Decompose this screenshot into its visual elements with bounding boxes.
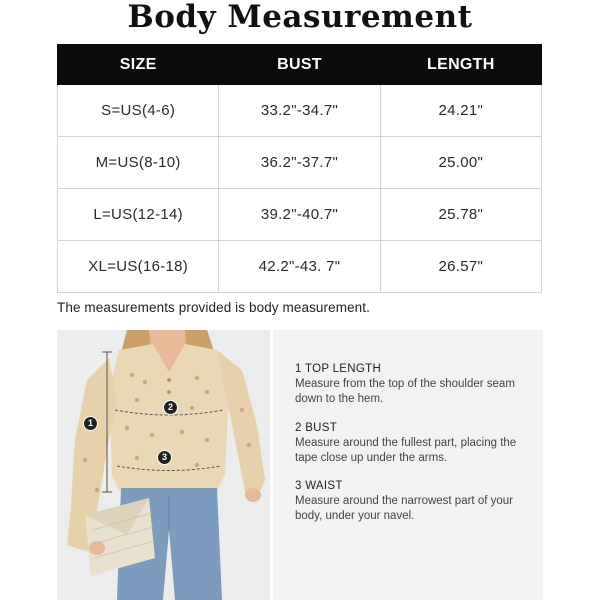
table-row [58,85,542,137]
length-cell: 26.57" [380,241,541,293]
measurement-note: The measurements provided is body measurement. [57,300,370,315]
table-header-row [58,45,542,85]
step-description: Measure around the fullest part, placing the tape close up under the arms. [295,437,517,464]
table-row [58,241,542,293]
size-chart-table [57,44,542,293]
length-cell: 25.00" [380,137,541,189]
column-header-bust: BUST [219,45,380,85]
page-title: Body Measurement [127,0,473,35]
badge-top-length: 1 [83,416,98,431]
step-title: 1 TOP LENGTH [295,363,382,375]
size-cell: M=US(8-10) [58,137,219,189]
size-cell: S=US(4-6) [58,85,219,137]
step-title: 2 BUST [295,422,338,434]
step-description: Measure around the narrowest part of your body, under your navel. [295,495,513,522]
bust-cell: 33.2"-34.7" [219,85,380,137]
step-bust [295,422,535,465]
step-top-length [295,363,535,406]
bust-cell: 42.2"-43. 7" [219,241,380,293]
table-row [58,189,542,241]
model-illustration [57,330,270,600]
model-photo [57,330,270,600]
column-header-size: SIZE [58,45,219,85]
table-row [58,137,542,189]
size-cell: L=US(12-14) [58,189,219,241]
column-header-length: LENGTH [380,45,541,85]
measurement-instructions [273,330,543,600]
step-title: 3 WAIST [295,480,343,492]
length-cell: 24.21" [380,85,541,137]
size-cell: XL=US(16-18) [58,241,219,293]
step-description: Measure from the top of the shoulder seam down to the hem. [295,378,515,405]
badge-waist: 3 [157,450,172,465]
length-cell: 25.78" [380,189,541,241]
bust-cell: 36.2"-37.7" [219,137,380,189]
step-waist [295,480,535,523]
badge-bust: 2 [163,400,178,415]
bust-cell: 39.2"-40.7" [219,189,380,241]
